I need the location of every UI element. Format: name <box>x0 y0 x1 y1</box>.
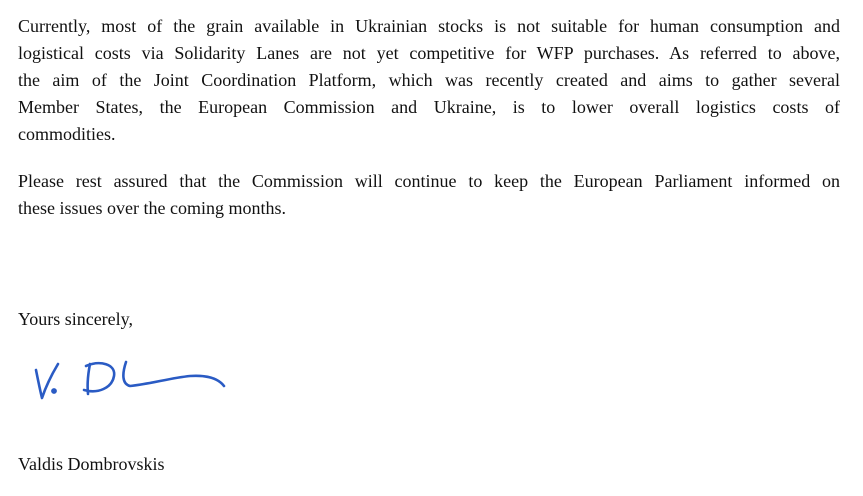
paragraph-line: Member States, the European Commission and Ukraine, is to lower overall logistics costs of <box>18 97 840 117</box>
body-paragraph-2 <box>18 168 840 222</box>
paragraph-line: the aim of the Joint Coordination Platform, which was recently created and aims to gather several <box>18 70 840 90</box>
paragraph-line: Please rest assured that the Commission will continue to keep the European Parliament informed on <box>18 171 840 191</box>
paragraph-line: these issues over the coming months. <box>18 198 286 218</box>
paragraph-line: logistical costs via Solidarity Lanes are not yet competitive for WFP purchases. As referred to above, <box>18 43 840 63</box>
signer-name: Valdis Dombrovskis <box>18 454 165 474</box>
paragraph-line: Currently, most of the grain available in Ukrainian stocks is not suitable for human consumption and <box>18 16 840 36</box>
handwritten-signature <box>30 350 240 410</box>
body-paragraph-1 <box>18 13 840 148</box>
paragraph-line: commodities. <box>18 124 116 144</box>
closing-salutation: Yours sincerely, <box>18 309 133 329</box>
